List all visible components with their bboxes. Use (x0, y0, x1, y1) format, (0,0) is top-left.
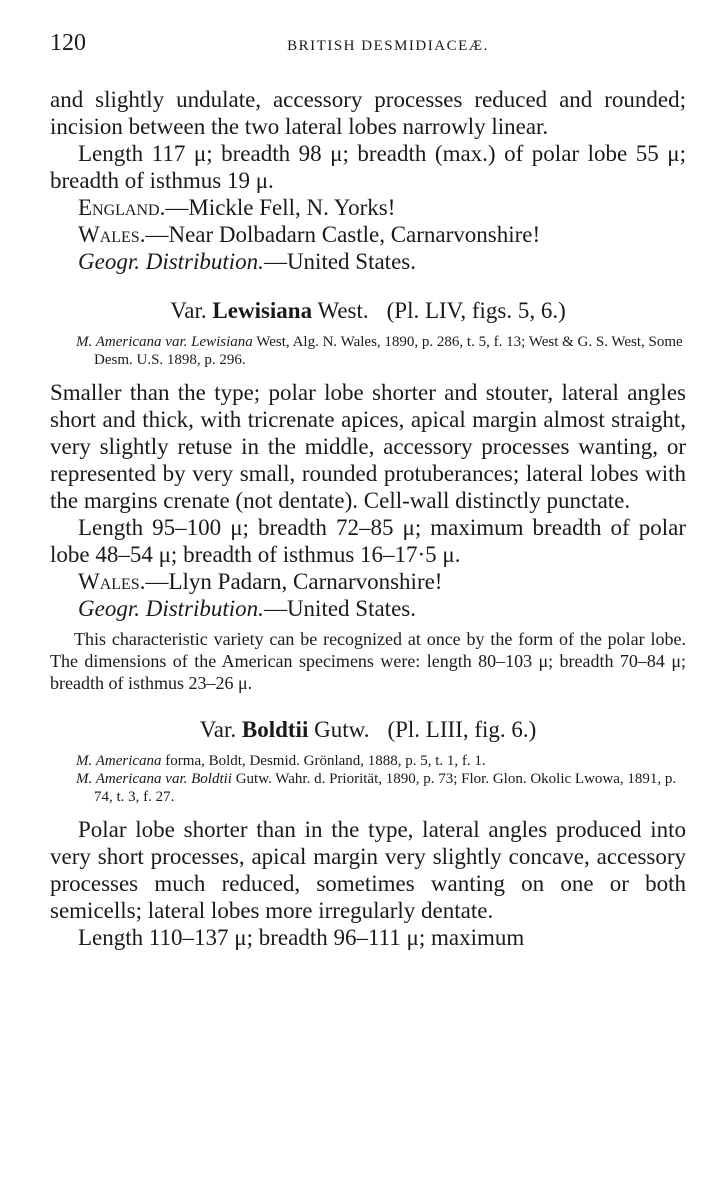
locality-text: —Near Dolbadarn Castle, Carnarvonshire! (145, 222, 541, 247)
running-head: BRITISH DESMIDIACEÆ. (287, 38, 489, 54)
geographic-distribution (50, 595, 686, 622)
variety-heading-boldtii (50, 716, 686, 744)
synonymy-boldtii (50, 752, 686, 806)
description-paragraph: Polar lobe shorter than in the type, lateral angles produced into very short processes, apical margin very slightly concave, accessory processes much reduced, sometimes wanting on one or both semicells; lateral lobes more irregularly dentate. (50, 817, 686, 923)
locality-wales (50, 568, 686, 595)
page-number: 120 (50, 30, 86, 56)
locality-wales (50, 221, 686, 248)
geo-label: Geogr. Distribution. (78, 596, 264, 621)
measurements-paragraph: Length 110–137 μ; breadth 96–111 μ; maximum (78, 925, 525, 950)
locality-text: —Mickle Fell, N. Yorks! (165, 195, 396, 220)
synonym-citation: forma, Boldt, Desmid. Grönland, 1888, p. 5, t. 1, f. 1. (165, 753, 486, 769)
geo-text: —United States. (263, 249, 416, 274)
geographic-distribution (50, 248, 686, 275)
measurements-paragraph: Length 117 μ; breadth 98 μ; breadth (max.) of polar lobe 55 μ; breadth of isthmus 19 μ. (50, 141, 686, 193)
synonym-name: M. Americana var. Lewisiana (76, 334, 253, 350)
synonym-name: M. Americana var. Boldtii (76, 771, 232, 787)
region-label: Wales. (78, 569, 146, 594)
region-label: Wales. (78, 222, 146, 247)
synonym-citation: West, Alg. N. Wales, 1890, p. 286, t. 5, f. 13; West & G. S. West, Some Desm. U.S. 1898, p. 296. (94, 334, 683, 368)
plate-reference: (Pl. LIII, fig. 6.) (387, 717, 537, 742)
variety-heading-lewisiana (50, 297, 686, 325)
page-header (50, 30, 686, 66)
plate-reference: (Pl. LIV, figs. 5, 6.) (386, 298, 566, 323)
synonym-entry (50, 333, 686, 369)
synonym-citation: Gutw. Wahr. d. Priorität, 1890, p. 73; Flor. Glon. Okolic Lwowa, 1891, p. 74, t. 3, f. 27. (94, 771, 677, 805)
continuation-paragraph: and slightly undulate, accessory processes reduced and rounded; incision between the two lateral lobes narrowly linear. (50, 87, 686, 139)
variety-prefix: Var. (199, 717, 237, 742)
locality-england (50, 194, 686, 221)
variety-name: Lewisiana (212, 298, 313, 323)
variety-prefix: Var. (170, 298, 207, 323)
variety-author: West. (317, 298, 369, 323)
geo-label: Geogr. Distribution. (78, 249, 264, 274)
region-label: England. (78, 195, 166, 220)
measurements-paragraph: Length 95–100 μ; breadth 72–85 μ; maximum breadth of polar lobe 48–54 μ; breadth of isthmus 16–17·5 μ. (50, 515, 686, 567)
geo-text: —United States. (263, 596, 416, 621)
variety-name: Boldtii (241, 717, 309, 742)
synonym-name: M. Americana (76, 753, 162, 769)
variety-author: Gutw. (314, 717, 370, 742)
synonymy-lewisiana (50, 333, 686, 369)
synonym-entry (50, 752, 686, 770)
note-paragraph: This characteristic variety can be recognized at once by the form of the polar lobe. The dimensions of the American specimens were: length 80–103 μ; breadth 70–84 μ; breadth of isthmus 23–26 μ. (50, 629, 686, 693)
description-paragraph: Smaller than the type; polar lobe shorter and stouter, lateral angles short and thick, with tricrenate apices, apical margin almost straight, very slightly retuse in the middle, accessory processes wanting, or represented by very small, rounded protuberances; lateral lobes with the margins crenate (not dentate). Cell-wall distinctly punctate. (50, 380, 686, 513)
synonym-entry (50, 770, 686, 806)
locality-text: —Llyn Padarn, Carnarvonshire! (145, 569, 443, 594)
